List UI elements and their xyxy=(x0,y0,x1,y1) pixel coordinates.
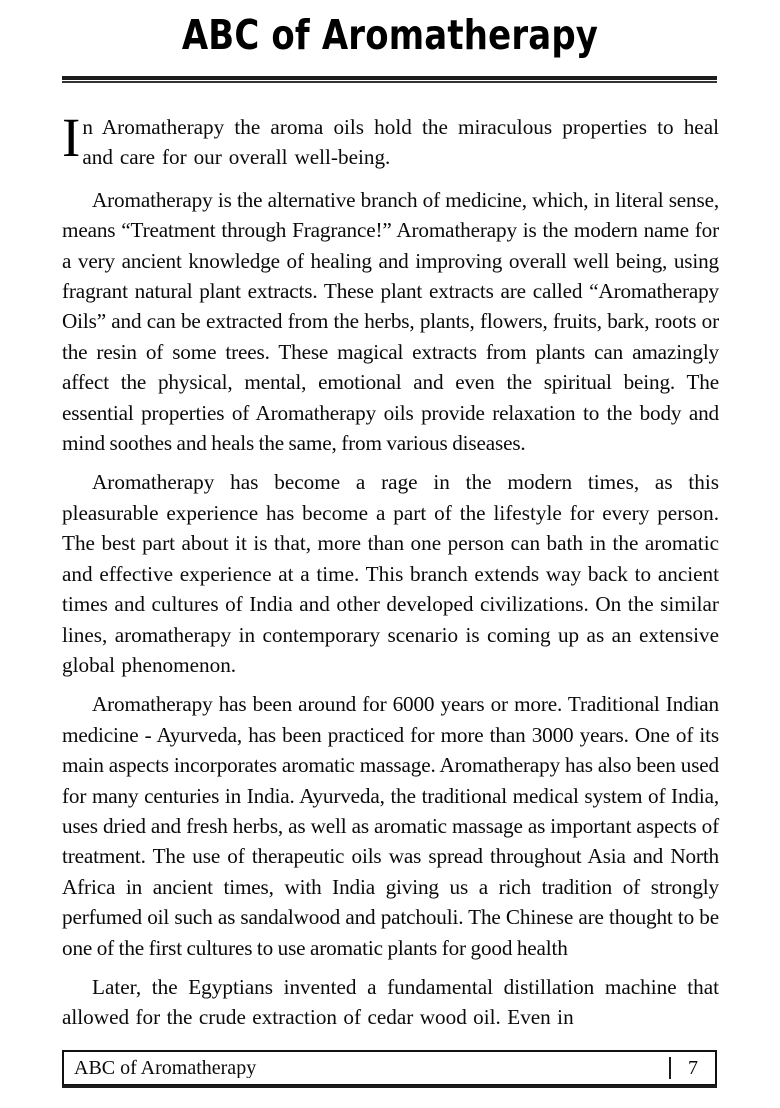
body-text-column xyxy=(62,107,719,1033)
paragraph-4: Aromatherapy has been around for 6000 years or more. Traditional Indian medicine - Ayurveda, has been practiced for more than 3000 years. One of its main aspects incorporates aromatic massage. Aromatherapy has also been used for many centuries in India. Ayurveda, the traditional medical system of India, uses dried and fresh herbs, as well as aromatic massage as important aspects of treatment. The use of therapeutic oils was spread throughout Asia and North Africa in ancient times, with India giving us a rich tradition of strongly perfumed oil such as sandalwood and patchouli. The Chinese are thought to be one of the first cultures to use aromatic plants for good health xyxy=(62,692,719,960)
paragraph-3: Aromatherapy has become a rage in the modern times, as this pleasurable experience has become a part of the lifestyle for every person. The best part about it is that, more than one person can bath in the aromatic and effective experience at a time. This branch extends way back to ancient times and cultures of India and other developed civilizations. On the similar lines, aromatherapy in contemporary scenario is coming up as an extensive global phenomenon. xyxy=(62,470,719,677)
footer-running-head: ABC of Aromatherapy xyxy=(74,1058,257,1078)
page-title: ABC of Aromatherapy xyxy=(181,11,599,59)
paragraph-2: Aromatherapy is the alternative branch of medicine, which, in literal sense, means “Treatment through Fragrance!” Aromatherapy is the modern name for a very ancient knowledge of healing and improving overall well being, using fragrant natural plant extracts. These plant extracts are called “Aromatherapy Oils” and can be extracted from the herbs, plants, flowers, fruits, bark, roots or the resin of some trees. These magical extracts from plants can amazingly affect the physical, mental, emotional and even the spiritual being. The essential properties of Aromatherapy oils provide relaxation to the body and mind soothes and heals the same, from various diseases. xyxy=(62,187,719,456)
paragraph-5: Later, the Egyptians invented a fundamental distillation machine that allowed for the crude extraction of cedar wood oil. Even in xyxy=(62,974,719,1030)
rule-thin xyxy=(62,81,717,83)
page-number: 7 xyxy=(688,1057,698,1079)
paragraph-1: In Aromatherapy the aroma oils hold the miraculous properties to heal and care for our overall well-being. xyxy=(62,107,719,170)
title-divider-rule xyxy=(62,76,717,83)
page-title-block xyxy=(0,11,780,59)
page-footer xyxy=(62,1050,717,1086)
